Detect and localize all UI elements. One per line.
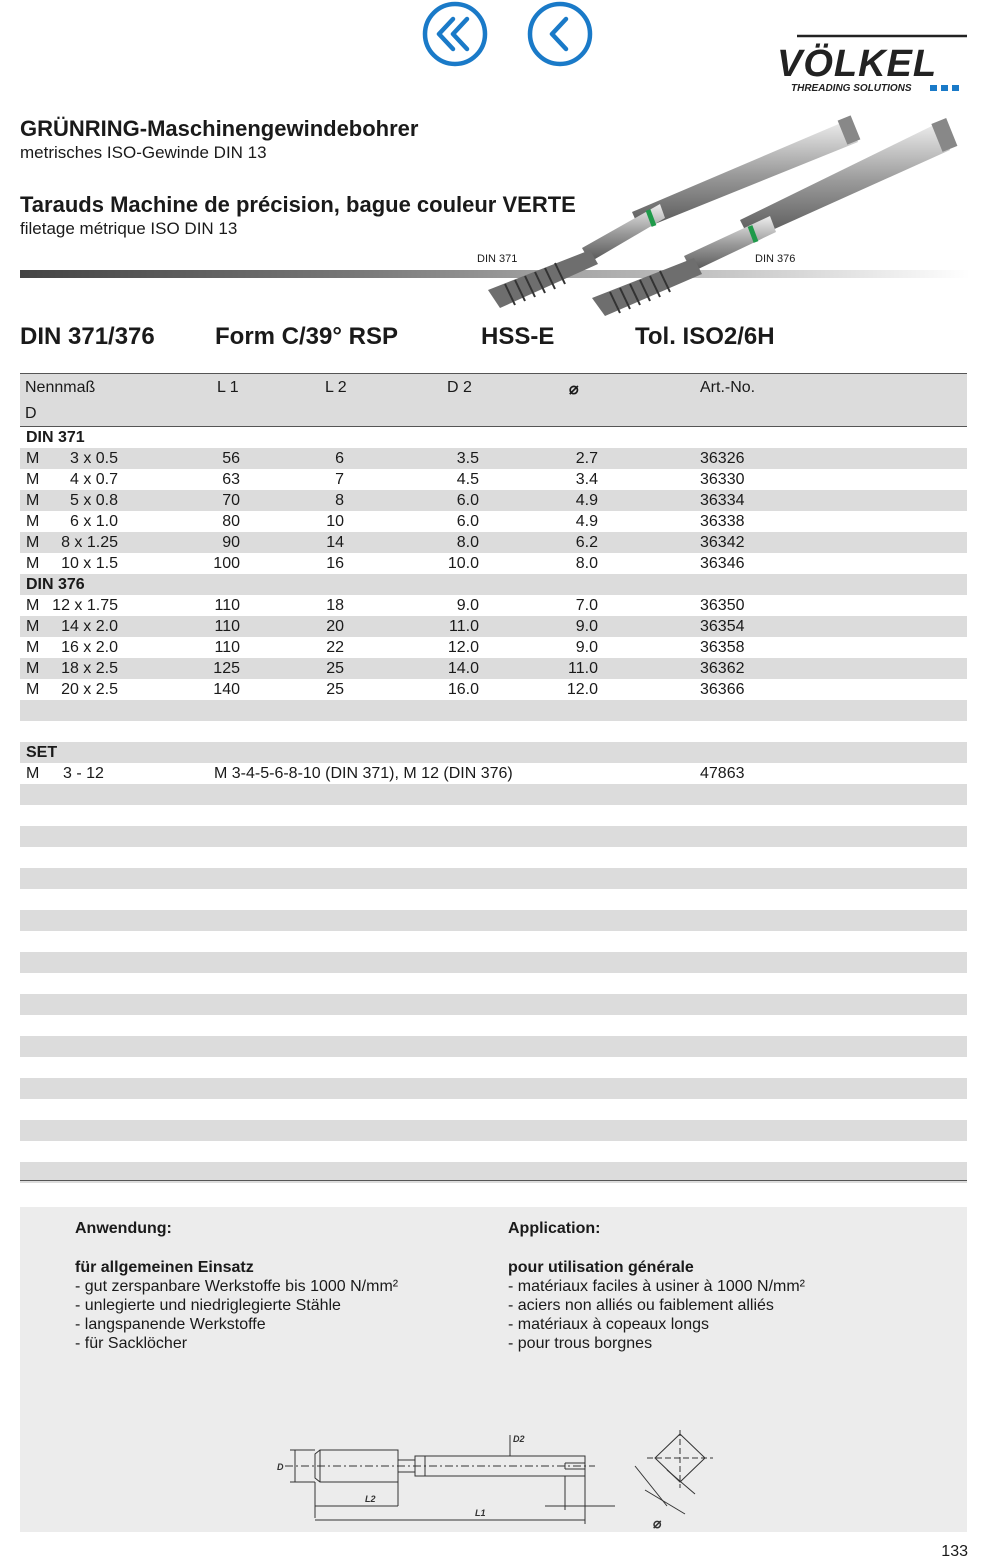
cell-l1: 140 — [213, 681, 240, 698]
cell-thread-type: M — [26, 555, 40, 572]
cell-size: 4 x 0.7 — [69, 471, 118, 488]
cell-d2: 3.5 — [456, 450, 479, 467]
cell-l1: 100 — [213, 555, 240, 572]
table-row — [20, 553, 967, 574]
cell-d2: 8.0 — [456, 534, 479, 551]
table-row-empty — [20, 847, 967, 868]
cell-square: 3.4 — [575, 471, 598, 488]
cell-l2: 7 — [335, 471, 344, 488]
cell-art-no: 36326 — [700, 450, 745, 467]
cell-thread-type: M — [26, 492, 40, 509]
cell-art-no: 36366 — [700, 681, 745, 698]
table-row-empty — [20, 1057, 967, 1078]
application-heading-fr: Application: — [508, 1220, 601, 1237]
application-item: - aciers non alliés ou faiblement alliés — [508, 1297, 774, 1314]
table-group-header — [20, 574, 967, 595]
application-item: - matériaux faciles à usiner à 1000 N/mm² — [508, 1278, 805, 1295]
cell-d2: 4.5 — [456, 471, 479, 488]
image-label-din376: DIN 376 — [755, 253, 796, 265]
application-item: - unlegierte und niedriglegierte Stähle — [75, 1297, 341, 1314]
dim-label-square: ⌀ — [653, 1515, 662, 1530]
application-heading-de: Anwendung: — [75, 1220, 172, 1237]
application-german — [75, 1219, 398, 1353]
table-group-header — [20, 742, 967, 763]
table-row — [20, 637, 967, 658]
table-row — [20, 595, 967, 616]
tap-technical-drawing — [275, 1430, 735, 1530]
table-row-empty — [20, 952, 967, 973]
table-row-empty — [20, 994, 967, 1015]
cell-art-no: 36342 — [700, 534, 745, 551]
cell-art-no: 36334 — [700, 492, 745, 509]
cell-l2: 20 — [326, 618, 344, 635]
chevron-left-icon — [552, 19, 566, 49]
cell-d2: 6.0 — [456, 492, 479, 509]
application-item: - gut zerspanbare Werkstoffe bis 1000 N/mm² — [75, 1278, 399, 1295]
cell-thread-type: M — [26, 513, 40, 530]
table-row — [20, 616, 967, 637]
cell-thread-type: M — [26, 450, 40, 467]
voelkel-logo — [775, 30, 970, 96]
cell-square: 4.9 — [575, 492, 598, 509]
title-german: GRÜNRING-Maschinengewindebohrer — [20, 116, 419, 141]
header-l1: L 1 — [217, 379, 239, 396]
application-item: - matériaux à copeaux longs — [508, 1316, 709, 1333]
square-drive-icon: ⌀ — [569, 381, 579, 398]
title-french: Tarauds Machine de précision, bague couleur VERTE — [20, 192, 576, 217]
cell-l2: 14 — [326, 534, 344, 551]
subtitle-german: metrisches ISO-Gewinde DIN 13 — [20, 143, 267, 162]
table-bottom-rule — [20, 1180, 967, 1181]
cell-size: 20 x 2.5 — [61, 681, 118, 698]
cell-size: 12 x 1.75 — [52, 597, 118, 614]
table-row-empty — [20, 700, 967, 721]
table-row-empty — [20, 868, 967, 889]
cell-square: 8.0 — [575, 555, 598, 572]
application-box — [20, 1207, 967, 1532]
table-row-empty — [20, 889, 967, 910]
table-row-empty — [20, 973, 967, 994]
cell-square: 9.0 — [575, 639, 598, 656]
cell-l1: 125 — [213, 660, 240, 677]
spec-form: Form C/39° RSP — [215, 323, 398, 350]
table-row-empty — [20, 931, 967, 952]
cell-l1: 110 — [214, 639, 240, 656]
tap-product-image — [470, 112, 975, 322]
cell-thread-type: M — [26, 765, 40, 782]
table-row-empty — [20, 784, 967, 805]
logo-brand: VÖLKEL — [777, 43, 938, 85]
cell-l1: 110 — [214, 618, 240, 635]
cell-size: 18 x 2.5 — [61, 660, 118, 677]
spec-tolerance: Tol. ISO2/6H — [635, 323, 775, 350]
cell-thread-type: M — [26, 471, 40, 488]
cell-l2: 8 — [335, 492, 344, 509]
cell-l2: 10 — [326, 513, 344, 530]
header-l2: L 2 — [325, 379, 347, 396]
cell-thread-type: M — [26, 681, 40, 698]
application-subheading-de: für allgemeinen Einsatz — [75, 1259, 254, 1276]
spec-standard: DIN 371/376 — [20, 323, 155, 350]
cell-l1: 63 — [222, 471, 240, 488]
cell-square: 9.0 — [575, 618, 598, 635]
header-d2: D 2 — [447, 379, 472, 396]
cell-art-no: 36358 — [700, 639, 745, 656]
header-nominal: Nennmaß — [25, 379, 96, 396]
cell-l1: 56 — [222, 450, 240, 467]
cell-d2: 11.0 — [449, 618, 479, 635]
cell-thread-type: M — [26, 660, 40, 677]
table-row — [20, 469, 967, 490]
cell-thread-type: M — [26, 597, 40, 614]
application-french — [508, 1219, 805, 1353]
cell-l1: 90 — [222, 534, 240, 551]
table-header — [20, 373, 967, 427]
table-row-empty — [20, 1099, 967, 1120]
table-row-empty — [20, 1120, 967, 1141]
cell-d2: 9.0 — [456, 597, 479, 614]
cell-l2: 25 — [326, 681, 344, 698]
application-subheading-fr: pour utilisation générale — [508, 1259, 694, 1276]
dim-label-d2: D2 — [513, 1434, 525, 1444]
cell-d2: 10.0 — [447, 555, 479, 572]
page-number: 133 — [941, 1543, 968, 1560]
dim-label-d: D — [277, 1462, 284, 1472]
table-row-empty — [20, 1015, 967, 1036]
cell-size: 5 x 0.8 — [69, 492, 118, 509]
cell-d2: 12.0 — [447, 639, 479, 656]
table-row-empty — [20, 910, 967, 931]
cell-set-description: M 3-4-5-6-8-10 (DIN 371), M 12 (DIN 376) — [214, 765, 513, 782]
cell-l1: 70 — [222, 492, 240, 509]
cell-d2: 14.0 — [447, 660, 479, 677]
first-page-button[interactable] — [421, 0, 489, 68]
cell-square: 7.0 — [575, 597, 598, 614]
cell-art-no: 36354 — [700, 618, 745, 635]
cell-art-no: 36338 — [700, 513, 745, 530]
group-label: DIN 371 — [26, 429, 85, 446]
cell-square: 6.2 — [575, 534, 598, 551]
application-item: - pour trous borgnes — [508, 1335, 653, 1352]
application-item: - für Sacklöcher — [75, 1335, 188, 1352]
table-row — [20, 532, 967, 553]
spec-material: HSS-E — [481, 323, 555, 350]
dim-label-l2: L2 — [365, 1494, 376, 1504]
table-row-set — [20, 763, 967, 784]
cell-size: 3 x 0.5 — [69, 450, 118, 467]
cell-art-no: 36362 — [700, 660, 745, 677]
header-nominal-sub: D — [25, 405, 37, 422]
cell-d2: 6.0 — [456, 513, 479, 530]
group-label: DIN 376 — [26, 576, 85, 593]
cell-l2: 16 — [326, 555, 344, 572]
cell-l1: 110 — [214, 597, 240, 614]
cell-thread-type: M — [26, 618, 40, 635]
table-row-empty — [20, 826, 967, 847]
cell-art-no: 36350 — [700, 597, 745, 614]
cell-l2: 22 — [326, 639, 344, 656]
header-art-no: Art.-No. — [700, 379, 756, 396]
table-group-header — [20, 427, 967, 448]
cell-art-no: 36346 — [700, 555, 745, 572]
cell-l2: 6 — [335, 450, 344, 467]
table-row — [20, 511, 967, 532]
cell-size: 6 x 1.0 — [69, 513, 118, 530]
table-row-empty — [20, 1036, 967, 1057]
cell-size: 14 x 2.0 — [61, 618, 118, 635]
application-item: - langspanende Werkstoffe — [75, 1316, 266, 1333]
cell-l2: 25 — [326, 660, 344, 677]
table-row — [20, 448, 967, 469]
cell-art-no: 36330 — [700, 471, 745, 488]
previous-page-button[interactable] — [526, 0, 594, 68]
cell-l1: 80 — [222, 513, 240, 530]
table-row — [20, 679, 967, 700]
cell-size: 3 - 12 — [63, 765, 104, 782]
cell-size: 10 x 1.5 — [61, 555, 118, 572]
cell-thread-type: M — [26, 534, 40, 551]
table-row-empty — [20, 1078, 967, 1099]
table-row — [20, 658, 967, 679]
table-row-empty — [20, 805, 967, 826]
cell-size: 16 x 2.0 — [61, 639, 118, 656]
cell-size: 8 x 1.25 — [61, 534, 118, 551]
cell-square: 4.9 — [575, 513, 598, 530]
cell-square: 12.0 — [566, 681, 598, 698]
table-row-empty — [20, 1141, 967, 1162]
cell-l2: 18 — [326, 597, 344, 614]
cell-d2: 16.0 — [447, 681, 479, 698]
cell-square: 2.7 — [575, 450, 598, 467]
table-row-empty — [20, 721, 967, 742]
table-row — [20, 490, 967, 511]
image-label-din371: DIN 371 — [477, 253, 518, 265]
subtitle-french: filetage métrique ISO DIN 13 — [20, 219, 238, 238]
cell-thread-type: M — [26, 639, 40, 656]
group-label: SET — [26, 744, 58, 761]
cell-art-no: 47863 — [700, 765, 745, 782]
dim-label-l1: L1 — [475, 1508, 486, 1518]
logo-tagline: THREADING SOLUTIONS — [791, 83, 912, 94]
cell-square: 11.0 — [568, 660, 598, 677]
